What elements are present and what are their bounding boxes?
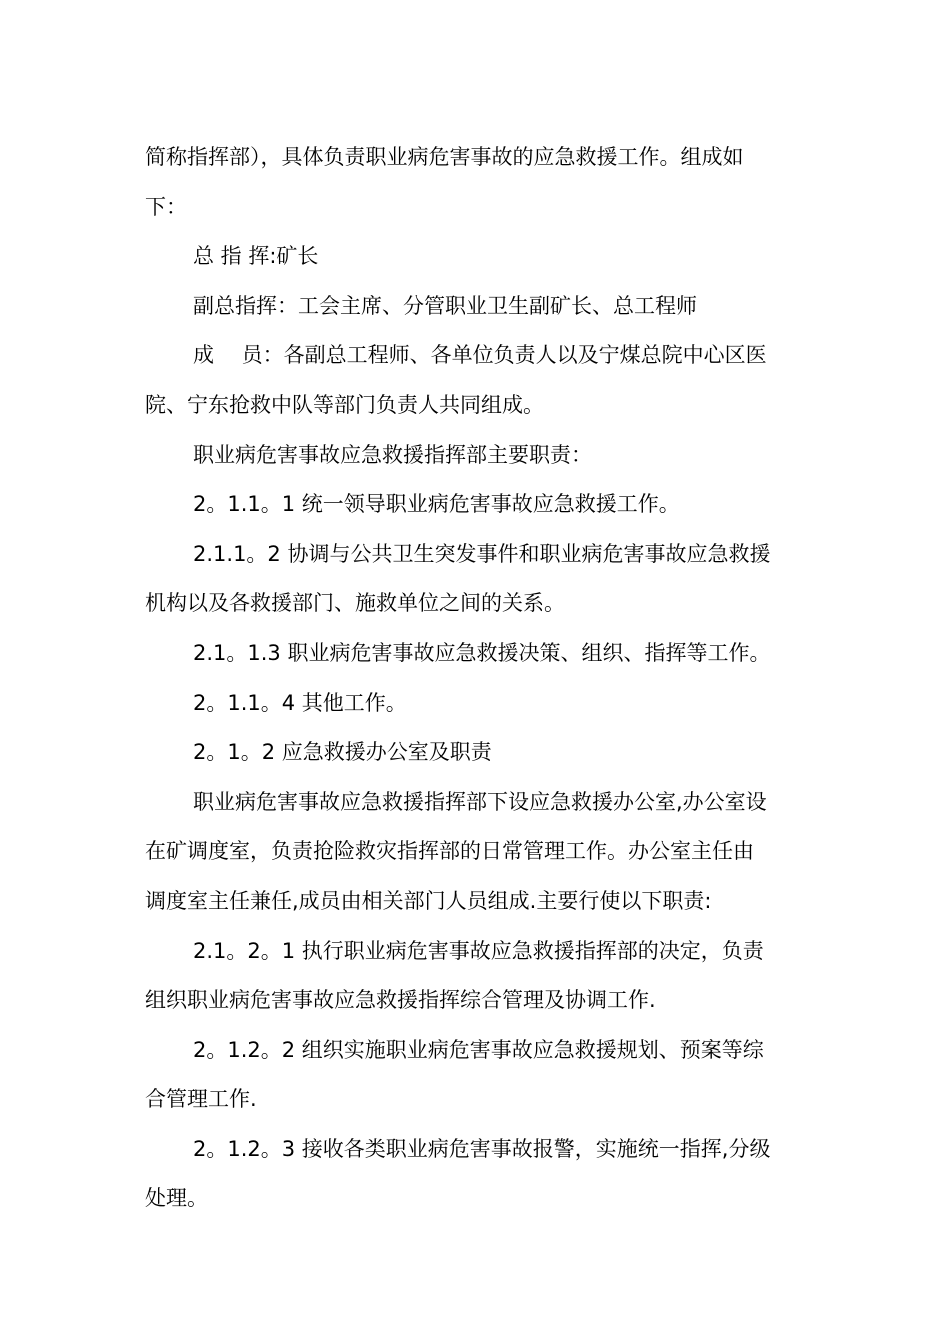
text-line: 院、宁东抢救中队等部门负责人共同组成。 [145, 392, 544, 417]
body-text [145, 133, 807, 1224]
text-line: 处理。 [145, 1186, 208, 1211]
text-line: 总 指 挥:矿长 [193, 244, 319, 269]
text-line: 2。1.1。1 统一领导职业病危害事故应急救援工作。 [193, 492, 680, 517]
text-line: 组织职业病危害事故应急救援指挥综合管理及协调工作. [145, 988, 656, 1013]
text-line: 2.1.1。2 协调与公共卫生突发事件和职业病危害事故应急救援 [193, 541, 771, 566]
text-line: 副总指挥：工会主席、分管职业卫生副矿长、总工程师 [193, 293, 697, 318]
text-line: 下： [145, 194, 187, 219]
text-line: 调度室主任兼任,成员由相关部门人员组成.主要行使以下职责: [145, 888, 712, 913]
text-line: 2。1.2。3 接收各类职业病危害事故报警，实施统一指挥,分级 [193, 1136, 771, 1161]
text-line: 简称指挥部），具体负责职业病危害事故的应急救援工作。组成如 [145, 145, 744, 169]
text-line: 在矿调度室，负责抢险救灾指挥部的日常管理工作。办公室主任由 [145, 839, 754, 864]
text-line: 合管理工作. [145, 1087, 257, 1112]
text-line: 2.1。1.3 职业病危害事故应急救援决策、组织、指挥等工作。 [193, 640, 771, 665]
text-line: 2。1。2 应急救援办公室及职责 [193, 740, 492, 765]
text-line: 机构以及各救援部门、施救单位之间的关系。 [145, 591, 565, 616]
text-line: 成 员：各副总工程师、各单位负责人以及宁煤总院中心区医 [193, 343, 767, 368]
text-line: 2。1.1。4 其他工作。 [193, 690, 407, 715]
text-line: 职业病危害事故应急救援指挥部下设应急救援办公室,办公室设 [193, 789, 767, 814]
text-line: 职业病危害事故应急救援指挥部主要职责： [193, 442, 592, 467]
text-line: 2.1。2。1 执行职业病危害事故应急救援指挥部的决定，负责 [193, 938, 764, 963]
text-line: 2。1.2。2 组织实施职业病危害事故应急救援规划、预案等综 [193, 1037, 764, 1062]
